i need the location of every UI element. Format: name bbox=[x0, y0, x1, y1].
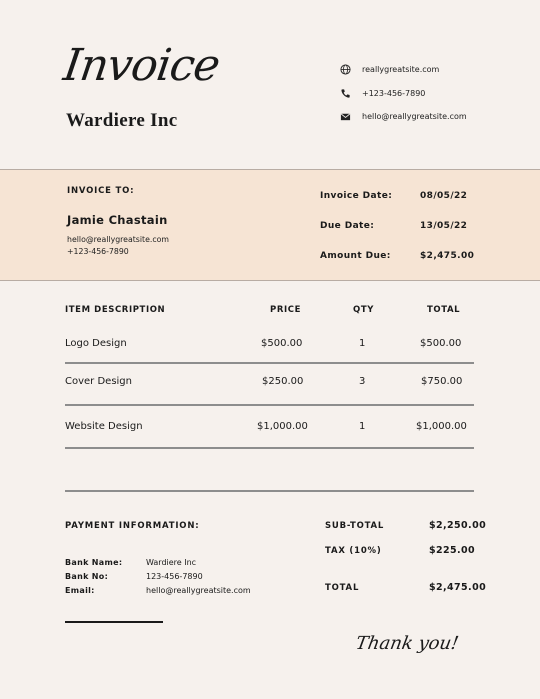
row-2-qty: 3 bbox=[359, 376, 366, 387]
email-contact bbox=[340, 111, 467, 122]
row-2-total: $750.00 bbox=[421, 376, 463, 387]
row-3-price: $1,000.00 bbox=[257, 421, 308, 432]
row-divider bbox=[65, 447, 474, 449]
table-bottom-rule bbox=[65, 490, 474, 492]
bank-no-value: 123-456-7890 bbox=[146, 572, 203, 581]
invoice-to-label: INVOICE TO: bbox=[67, 186, 135, 196]
total-value: $2,475.00 bbox=[429, 582, 487, 593]
row-3-total: $1,000.00 bbox=[416, 421, 467, 432]
subtotal-label: SUB-TOTAL bbox=[325, 521, 385, 531]
client-email: hello@reallygreatsite.com bbox=[67, 235, 170, 244]
company-name: Wardiere Inc bbox=[66, 110, 178, 131]
column-header-description: ITEM DESCRIPTION bbox=[65, 305, 166, 315]
row-divider bbox=[65, 404, 474, 406]
row-3-description: Website Design bbox=[65, 421, 143, 432]
globe-icon bbox=[340, 64, 351, 75]
invoice-date-value: 08/05/22 bbox=[420, 191, 468, 201]
tax-label: TAX (10%) bbox=[325, 546, 382, 556]
tax-value: $225.00 bbox=[429, 545, 476, 556]
row-2-description: Cover Design bbox=[65, 376, 132, 387]
client-name: Jamie Chastain bbox=[67, 213, 168, 227]
phone-text: +123-456-7890 bbox=[362, 89, 426, 98]
row-1-price: $500.00 bbox=[261, 338, 303, 349]
phone-contact bbox=[340, 88, 425, 99]
payment-info-label: PAYMENT INFORMATION: bbox=[65, 521, 200, 531]
due-date-label: Due Date: bbox=[320, 221, 375, 231]
column-header-qty: QTY bbox=[353, 305, 374, 315]
mail-icon bbox=[340, 111, 351, 122]
column-header-total: TOTAL bbox=[427, 305, 461, 315]
payment-email-value: hello@reallygreatsite.com bbox=[146, 586, 251, 595]
bank-name-label: Bank Name: bbox=[65, 558, 123, 567]
thank-you-note: Thank you! bbox=[354, 633, 461, 654]
bank-no-label: Bank No: bbox=[65, 572, 109, 581]
due-date-value: 13/05/22 bbox=[420, 221, 468, 231]
amount-due-value: $2,475.00 bbox=[420, 251, 475, 261]
invoice-date-label: Invoice Date: bbox=[320, 191, 393, 201]
payment-email-label: Email: bbox=[65, 586, 95, 595]
signature-line bbox=[65, 621, 163, 623]
subtotal-value: $2,250.00 bbox=[429, 520, 487, 531]
row-1-qty: 1 bbox=[359, 338, 366, 349]
row-1-description: Logo Design bbox=[65, 338, 127, 349]
website-contact bbox=[340, 64, 439, 75]
website-text: reallygreatsite.com bbox=[362, 65, 440, 74]
row-2-price: $250.00 bbox=[262, 376, 304, 387]
total-label: TOTAL bbox=[325, 583, 360, 593]
row-1-total: $500.00 bbox=[420, 338, 462, 349]
amount-due-label: Amount Due: bbox=[320, 251, 391, 261]
phone-icon bbox=[340, 88, 351, 99]
column-header-price: PRICE bbox=[270, 305, 301, 315]
client-phone: +123-456-7890 bbox=[67, 247, 129, 256]
bank-name-value: Wardiere Inc bbox=[146, 558, 197, 567]
invoice-title: Invoice bbox=[60, 40, 223, 91]
row-3-qty: 1 bbox=[359, 421, 366, 432]
row-divider bbox=[65, 362, 474, 364]
email-text: hello@reallygreatsite.com bbox=[362, 112, 467, 121]
